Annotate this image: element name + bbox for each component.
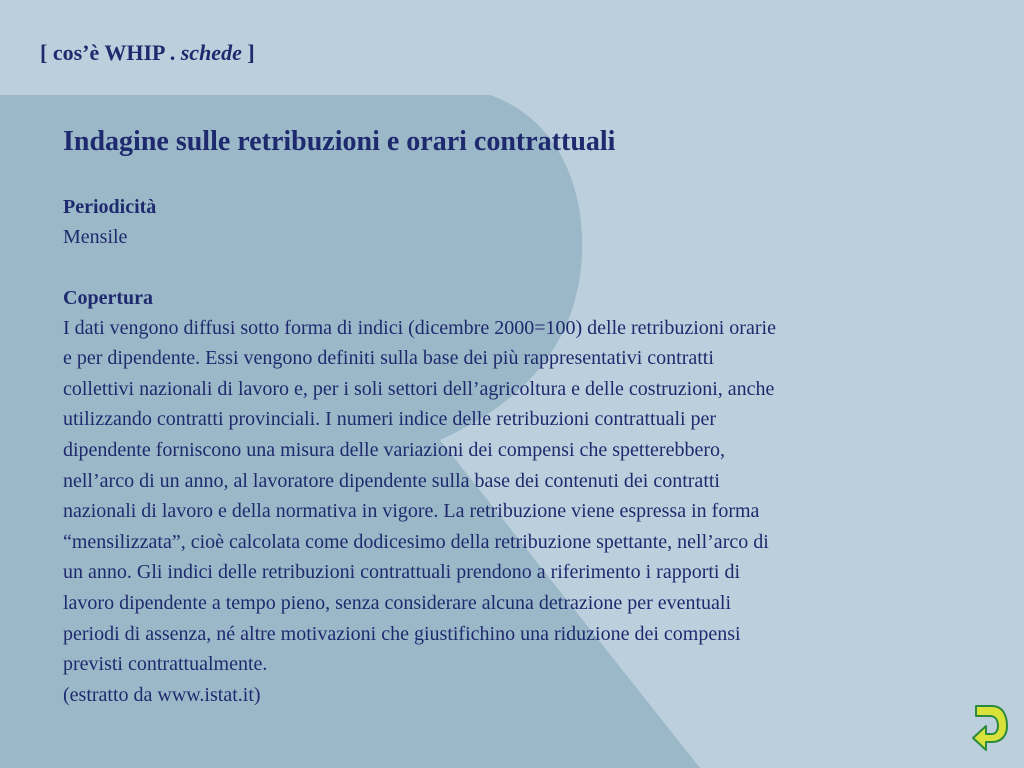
periodicity-value: Mensile (63, 226, 128, 248)
source-note: (estratto da www.istat.it) (63, 683, 261, 706)
coverage-line: nell’arco di un anno, al lavoratore dipendente sulla base dei contenuti dei contratti (63, 469, 720, 492)
coverage-paragraph (63, 313, 983, 711)
slide-content (63, 124, 983, 710)
coverage-line: previsti contrattualmente. (63, 653, 268, 676)
coverage-line: “mensilizzata”, cioè calcolata come dodicesimo della retribuzione spettante, nell’arco di (63, 530, 769, 553)
coverage-label: Copertura (63, 286, 153, 309)
coverage-line: collettivi nazionali di lavoro e, per i soli settori dell’agricoltura e delle costruzioni, anche (63, 377, 775, 400)
slide-title: Indagine sulle retribuzioni e orari contrattuali (63, 126, 616, 157)
return-arrow-button[interactable] (970, 702, 1010, 758)
slide-header (40, 40, 255, 66)
coverage-line: utilizzando contratti provinciali. I numeri indice delle retribuzioni contrattuali per (63, 408, 717, 431)
coverage-line: periodi di assenza, né altre motivazioni che giustifichino una riduzione dei compensi (63, 622, 741, 645)
coverage-line: lavoro dipendente a tempo pieno, senza considerare alcuna detrazione per eventuali (63, 591, 732, 614)
coverage-line: un anno. Gli indici delle retribuzioni contrattuali prendono a riferimento i rapporti di (63, 561, 741, 584)
return-arrow-icon (970, 702, 1010, 758)
coverage-line: e per dipendente. Essi vengono definiti sulla base dei più rappresentativi contratti (63, 347, 714, 370)
section-spacer (63, 253, 983, 283)
header-italic: schede (180, 40, 242, 65)
periodicity-label: Periodicità (63, 196, 157, 218)
coverage-line: nazionali di lavoro e della normativa in vigore. La retribuzione viene espressa in forma (63, 500, 760, 523)
coverage-line: dipendente forniscono una misura delle variazioni dei compensi che spetterebbero, (63, 438, 725, 461)
coverage-line: I dati vengono diffusi sotto forma di indici (dicembre 2000=100) delle retribuzioni orarie (63, 316, 776, 339)
header-suffix: ] (241, 40, 255, 65)
header-prefix: [ cos’è WHIP . (40, 40, 181, 65)
